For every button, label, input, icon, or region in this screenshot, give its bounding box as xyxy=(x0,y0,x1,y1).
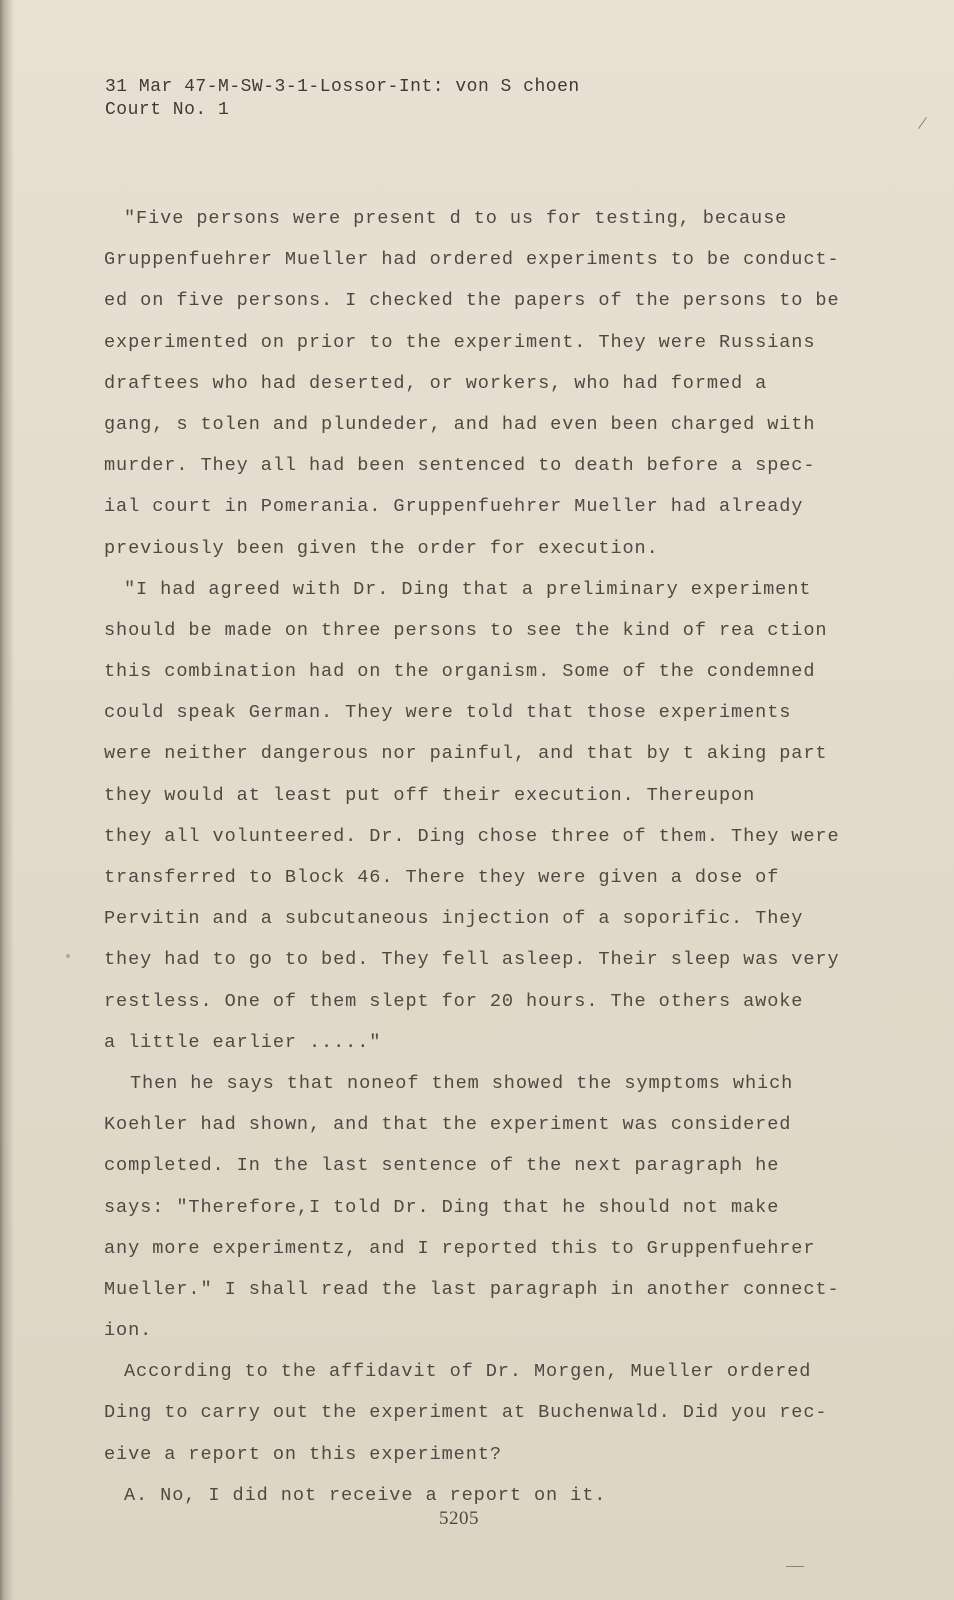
paragraph xyxy=(104,1475,864,1516)
text-line: ion. xyxy=(104,1320,153,1342)
text-line: experimented on prior to the experiment. They were Russians xyxy=(104,331,816,353)
text-line: a little earlier ....." xyxy=(104,1031,382,1053)
text-line: any more experimentz, and I reported this to Gruppenfuehrer xyxy=(104,1237,816,1259)
page-number: 5205 xyxy=(439,1508,479,1529)
text-line: completed. In the last sentence of the next paragraph he xyxy=(104,1155,780,1177)
text-line: Mueller." I shall read the last paragraph in another connect- xyxy=(104,1278,840,1300)
text-line: eive a report on this experiment? xyxy=(104,1443,502,1465)
text-line: Gruppenfuehrer Mueller had ordered experiments to be conduct- xyxy=(104,249,840,271)
stray-mark xyxy=(918,117,927,129)
text-line: Then he says that noneof them showed the symptoms which xyxy=(130,1072,794,1094)
text-line: restless. One of them slept for 20 hours. The others awoke xyxy=(104,990,804,1012)
text-line: Ding to carry out the experiment at Buchenwald. Did you rec- xyxy=(104,1402,828,1424)
text-line: they all volunteered. Dr. Ding chose three of them. They were xyxy=(104,825,840,847)
text-line: says: "Therefore,I told Dr. Ding that he should not make xyxy=(104,1196,780,1218)
paragraph xyxy=(104,1351,864,1475)
paragraph xyxy=(104,198,864,569)
text-line: should be made on three persons to see the kind of rea ction xyxy=(104,619,828,641)
text-line: ed on five persons. I checked the papers of the persons to be xyxy=(104,290,840,312)
document-header xyxy=(105,76,580,122)
page-left-edge xyxy=(0,0,14,1600)
text-line: gang, s tolen and plundeder, and had even been charged with xyxy=(104,413,816,435)
paragraph xyxy=(104,1063,864,1351)
stray-mark xyxy=(66,954,70,958)
text-line: A. No, I did not receive a report on it. xyxy=(124,1484,607,1506)
text-line: draftees who had deserted, or workers, who had formed a xyxy=(104,372,768,394)
text-line: According to the affidavit of Dr. Morgen, Mueller ordered xyxy=(124,1361,812,1383)
text-line: this combination had on the organism. Some of the condemned xyxy=(104,661,816,683)
document-body xyxy=(104,198,864,1516)
paragraph xyxy=(104,569,864,1063)
header-reference-line: 31 Mar 47-M-SW-3-1-Lossor-Int: von S choen xyxy=(105,77,580,97)
text-line: they had to go to bed. They fell asleep. Their sleep was very xyxy=(104,949,840,971)
text-line: "Five persons were present d to us for testing, because xyxy=(124,208,788,229)
text-line: Pervitin and a subcutaneous injection of a soporific. They xyxy=(104,908,804,930)
text-line: Koehler had shown, and that the experiment was considered xyxy=(104,1114,792,1136)
text-line: ial court in Pomerania. Gruppenfuehrer Mueller had already xyxy=(104,496,804,518)
text-line: could speak German. They were told that those experiments xyxy=(104,702,792,724)
text-line: previously been given the order for execution. xyxy=(104,537,659,559)
text-line: murder. They all had been sentenced to death before a spec- xyxy=(104,455,816,477)
text-line: "I had agreed with Dr. Ding that a preliminary experiment xyxy=(124,578,812,600)
stray-mark xyxy=(786,1566,804,1567)
text-line: were neither dangerous nor painful, and that by t aking part xyxy=(104,743,828,765)
text-line: they would at least put off their execution. Thereupon xyxy=(104,784,756,806)
text-line: transferred to Block 46. There they were given a dose of xyxy=(104,867,780,888)
header-court-line: Court No. 1 xyxy=(105,100,230,120)
